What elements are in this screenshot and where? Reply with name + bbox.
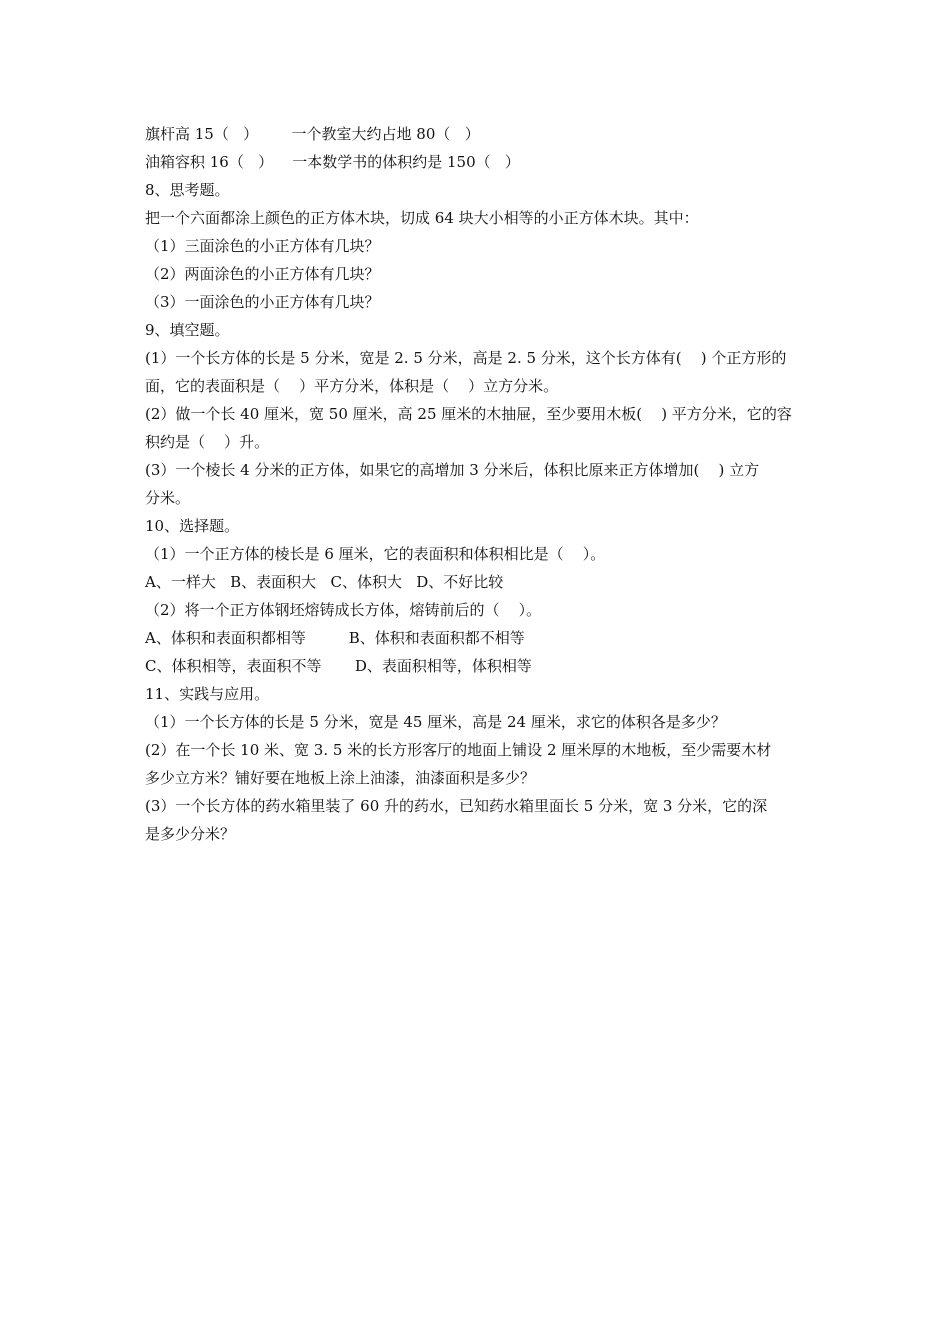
q8-sub-2: （2）两面涂色的小正方体有几块？: [145, 265, 380, 283]
q10-2-question: （2）将一个正方体钢坯熔铸成长方体，熔铸前后的（ ）。: [145, 601, 542, 619]
q8-sub-1: （1）三面涂色的小正方体有几块？: [145, 237, 380, 255]
q10-2-options-cd: C、体积相等，表面积不等 D、表面积相等，体积相等: [145, 657, 532, 675]
q8-heading: 8、思考题。: [145, 181, 230, 199]
q11-3-line-b: 是多少分米？: [145, 825, 236, 843]
q10-1-options: A、一样大 B、表面积大 C、体积大 D、不好比较: [145, 573, 504, 591]
q9-1-line-a: (1）一个长方体的长是 5 分米，宽是 2. 5 分米，高是 2. 5 分米，这个长方体有( ) 个正方形的: [145, 349, 787, 367]
q11-heading: 11、实践与应用。: [145, 685, 270, 703]
q9-3-line-a: (3）一个棱长 4 分米的正方体，如果它的高增加 3 分米后，体积比原来正方体增加( ) 立方: [145, 461, 760, 479]
q8-intro: 把一个六面都涂上颜色的正方体木块，切成 64 块大小相等的小正方体木块。其中：: [145, 209, 699, 227]
q9-heading: 9、填空题。: [145, 321, 230, 339]
q10-1-question: （1）一个正方体的棱长是 6 厘米，它的表面积和体积相比是（ ）。: [145, 545, 606, 563]
q10-2-options-ab: A、体积和表面积都相等 B、体积和表面积都不相等: [145, 629, 525, 647]
q7-line-1: 旗杆高 15（ ） 一个教室大约占地 80（ ）: [145, 125, 480, 143]
q11-1-question: （1）一个长方体的长是 5 分米，宽是 45 厘米，高是 24 厘米，求它的体积各是多少？: [145, 713, 726, 731]
q9-3-line-b: 分米。: [145, 489, 191, 507]
document-page: [145, 120, 810, 848]
q11-2-line-a: (2）在一个长 10 米、宽 3. 5 米的长方形客厅的地面上铺设 2 厘米厚的木地板，至少需要木材: [145, 741, 772, 759]
q10-heading: 10、选择题。: [145, 517, 240, 535]
q11-3-line-a: (3）一个长方体的药水箱里装了 60 升的药水，已知药水箱里面长 5 分米，宽 3 分米，它的深: [145, 797, 768, 815]
q9-2-line-a: (2）做一个长 40 厘米，宽 50 厘米，高 25 厘米的木抽屉，至少要用木板( ) 平方分米，它的容: [145, 405, 792, 423]
q7-line-2: 油箱容积 16（ ） 一本数学书的体积约是 150（ ）: [145, 153, 520, 171]
q8-sub-3: （3）一面涂色的小正方体有几块？: [145, 293, 380, 311]
q11-2-line-b: 多少立方米？铺好要在地板上涂上油漆，油漆面积是多少？: [145, 769, 536, 787]
q9-2-line-b: 积约是（ ）升。: [145, 433, 270, 451]
q9-1-line-b: 面，它的表面积是（ ）平方分米，体积是（ ）立方分米。: [145, 377, 559, 395]
